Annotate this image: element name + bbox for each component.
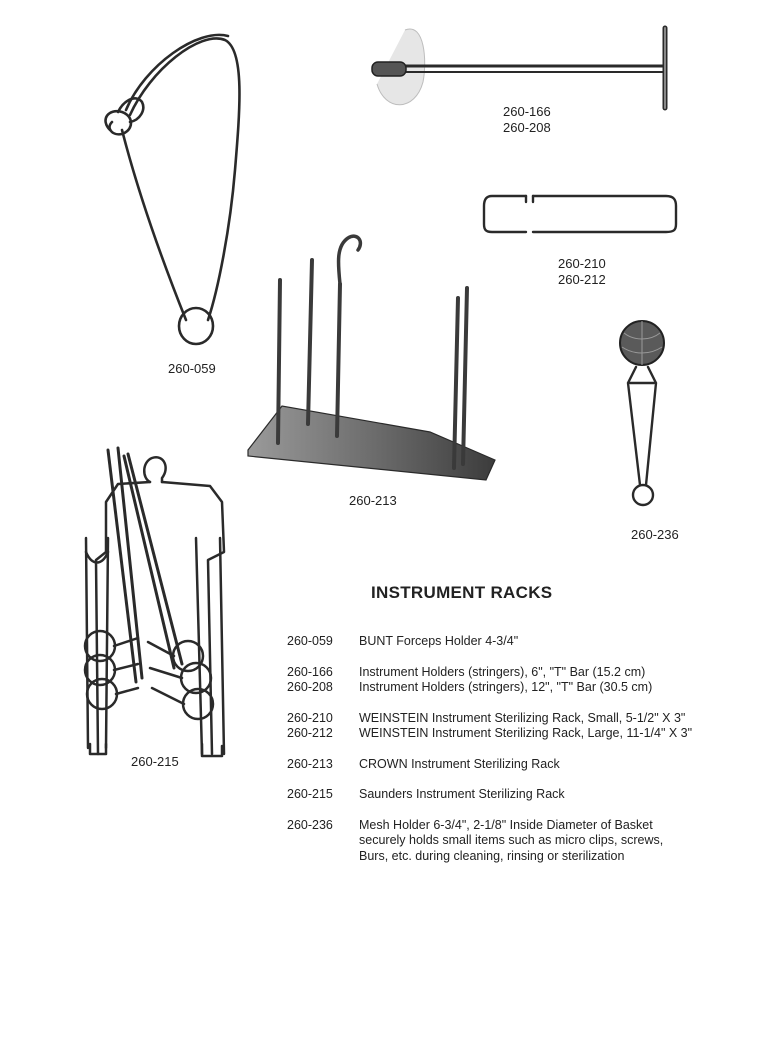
- item-code: 260-210: [287, 710, 333, 725]
- figure-label-260-212: 260-212: [558, 272, 606, 287]
- item-description: Saunders Instrument Sterilizing Rack: [359, 787, 565, 801]
- item-code: 260-236: [287, 817, 333, 832]
- item-description: Instrument Holders (stringers), 12", "T" Bar (30.5 cm): [359, 680, 653, 694]
- item-code: 260-208: [287, 680, 333, 694]
- catalog-entry-260-059: [287, 634, 757, 650]
- item-code: 260-215: [287, 787, 333, 801]
- item-description-continued: Burs, etc. during cleaning, rinsing or sterilization: [359, 848, 625, 863]
- catalog-line: [287, 680, 757, 696]
- catalog-entry-260-215: [287, 787, 757, 803]
- item-description-continued: securely holds small items such as micro clips, screws,: [359, 833, 664, 847]
- catalog-entry-260-213: [287, 757, 757, 773]
- item-description: BUNT Forceps Holder 4-3/4": [359, 634, 519, 648]
- figure-label-260-236: 260-236: [631, 527, 679, 542]
- catalog-line: [287, 665, 757, 681]
- crown-rack-illustration: [240, 228, 505, 483]
- item-code: 260-213: [287, 756, 333, 771]
- catalog-line: [287, 757, 757, 773]
- figure-label-260-213: 260-213: [349, 493, 397, 508]
- saunders-rack-illustration: [78, 442, 240, 762]
- t-bar-stringer-illustration: [365, 22, 675, 114]
- item-description: Mesh Holder 6-3/4", 2-1/8" Inside Diameter of Basket: [359, 817, 653, 832]
- item-code: 260-212: [287, 726, 333, 740]
- catalog-line: [287, 787, 757, 803]
- figure-label-260-210: 260-210: [558, 256, 606, 271]
- item-code: 260-166: [287, 664, 333, 679]
- figure-label-260-208: 260-208: [503, 120, 551, 135]
- catalog-line: [287, 634, 757, 650]
- weinstein-rack-illustration: [478, 188, 683, 240]
- figure-label-260-166: 260-166: [503, 104, 551, 119]
- item-description: CROWN Instrument Sterilizing Rack: [359, 756, 560, 771]
- catalog-list: [287, 634, 757, 879]
- catalog-line: [287, 818, 757, 834]
- item-description: Instrument Holders (stringers), 6", "T" Bar (15.2 cm): [359, 664, 646, 679]
- figure-label-260-215: 260-215: [131, 754, 179, 769]
- mesh-holder-illustration: [612, 315, 672, 513]
- catalog-entry-260-166-208: [287, 665, 757, 696]
- item-description: WEINSTEIN Instrument Sterilizing Rack, Large, 11-1/4" X 3": [359, 726, 693, 740]
- page-title: INSTRUMENT RACKS: [371, 583, 553, 602]
- catalog-entry-260-236: [287, 818, 757, 865]
- catalog-line: [287, 726, 757, 742]
- catalog-entry-260-210-212: [287, 711, 757, 742]
- bunt-forceps-holder-illustration: [90, 30, 250, 355]
- item-description: WEINSTEIN Instrument Sterilizing Rack, Small, 5-1/2" X 3": [359, 710, 686, 725]
- figure-label-260-059: 260-059: [168, 361, 216, 376]
- item-code: 260-059: [287, 634, 333, 648]
- catalog-line: [287, 711, 757, 727]
